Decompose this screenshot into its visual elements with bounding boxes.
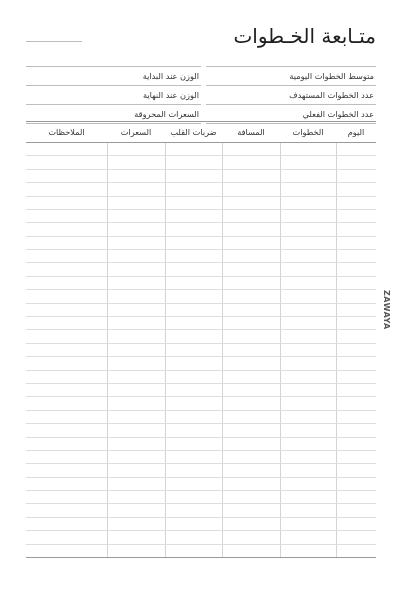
date-line xyxy=(26,41,82,42)
column-divider xyxy=(336,142,337,557)
actual-steps-label: عدد الخطوات الفعلي xyxy=(206,104,376,124)
table-row-line xyxy=(26,517,376,518)
table-row-line xyxy=(26,289,376,290)
table-row-line xyxy=(26,329,376,330)
summary-column-weight xyxy=(26,66,201,124)
summary-column-steps xyxy=(206,66,376,124)
column-divider xyxy=(107,142,108,557)
table-row-line xyxy=(26,303,376,304)
table-row-line xyxy=(26,383,376,384)
column-divider xyxy=(165,142,166,557)
table-row-line xyxy=(26,276,376,277)
header-day: اليوم xyxy=(347,127,365,137)
table-row-line xyxy=(26,410,376,411)
table-row-line xyxy=(26,503,376,504)
average-daily-steps-label: متوسط الخطوات اليومية xyxy=(206,66,376,85)
header-heart-rate: ضربات القلب xyxy=(170,127,217,137)
table-row-line xyxy=(26,530,376,531)
target-steps-label: عدد الخطوات المستهدف xyxy=(206,85,376,104)
table-row-line xyxy=(26,222,376,223)
table-row-line xyxy=(26,423,376,424)
table-row-line xyxy=(26,169,376,170)
table-row-line xyxy=(26,463,376,464)
brand-logo: ZAWAYA xyxy=(382,290,391,330)
table-row-line xyxy=(26,370,376,371)
header-notes: الملاحظات xyxy=(48,127,85,137)
calories-burned-label: السعرات المحروقة xyxy=(26,104,201,124)
page-title: متـابعة الخـطوات xyxy=(233,24,376,48)
table-row-line xyxy=(26,477,376,478)
header-distance: المسافة xyxy=(237,127,265,137)
table-row-line xyxy=(26,209,376,210)
start-weight-label: الوزن عند البداية xyxy=(26,66,201,85)
steps-log-table xyxy=(26,121,376,558)
table-row-line xyxy=(26,249,376,250)
table-row-line xyxy=(26,437,376,438)
table-row-line xyxy=(26,356,376,357)
table-row-line xyxy=(26,450,376,451)
table-row-line xyxy=(26,544,376,545)
end-weight-label: الوزن عند النهاية xyxy=(26,85,201,104)
column-divider xyxy=(280,142,281,557)
header-calories: السعرات xyxy=(120,127,152,137)
table-row-line xyxy=(26,262,376,263)
header-rule xyxy=(26,142,376,143)
column-divider xyxy=(222,142,223,557)
table-row-line xyxy=(26,196,376,197)
table-row-line xyxy=(26,182,376,183)
table-row-line xyxy=(26,490,376,491)
table-row-line xyxy=(26,236,376,237)
table-row-line xyxy=(26,316,376,317)
table-row-line xyxy=(26,155,376,156)
table-row-line xyxy=(26,343,376,344)
table-row-line xyxy=(26,396,376,397)
header-steps: الخطوات xyxy=(292,127,324,137)
